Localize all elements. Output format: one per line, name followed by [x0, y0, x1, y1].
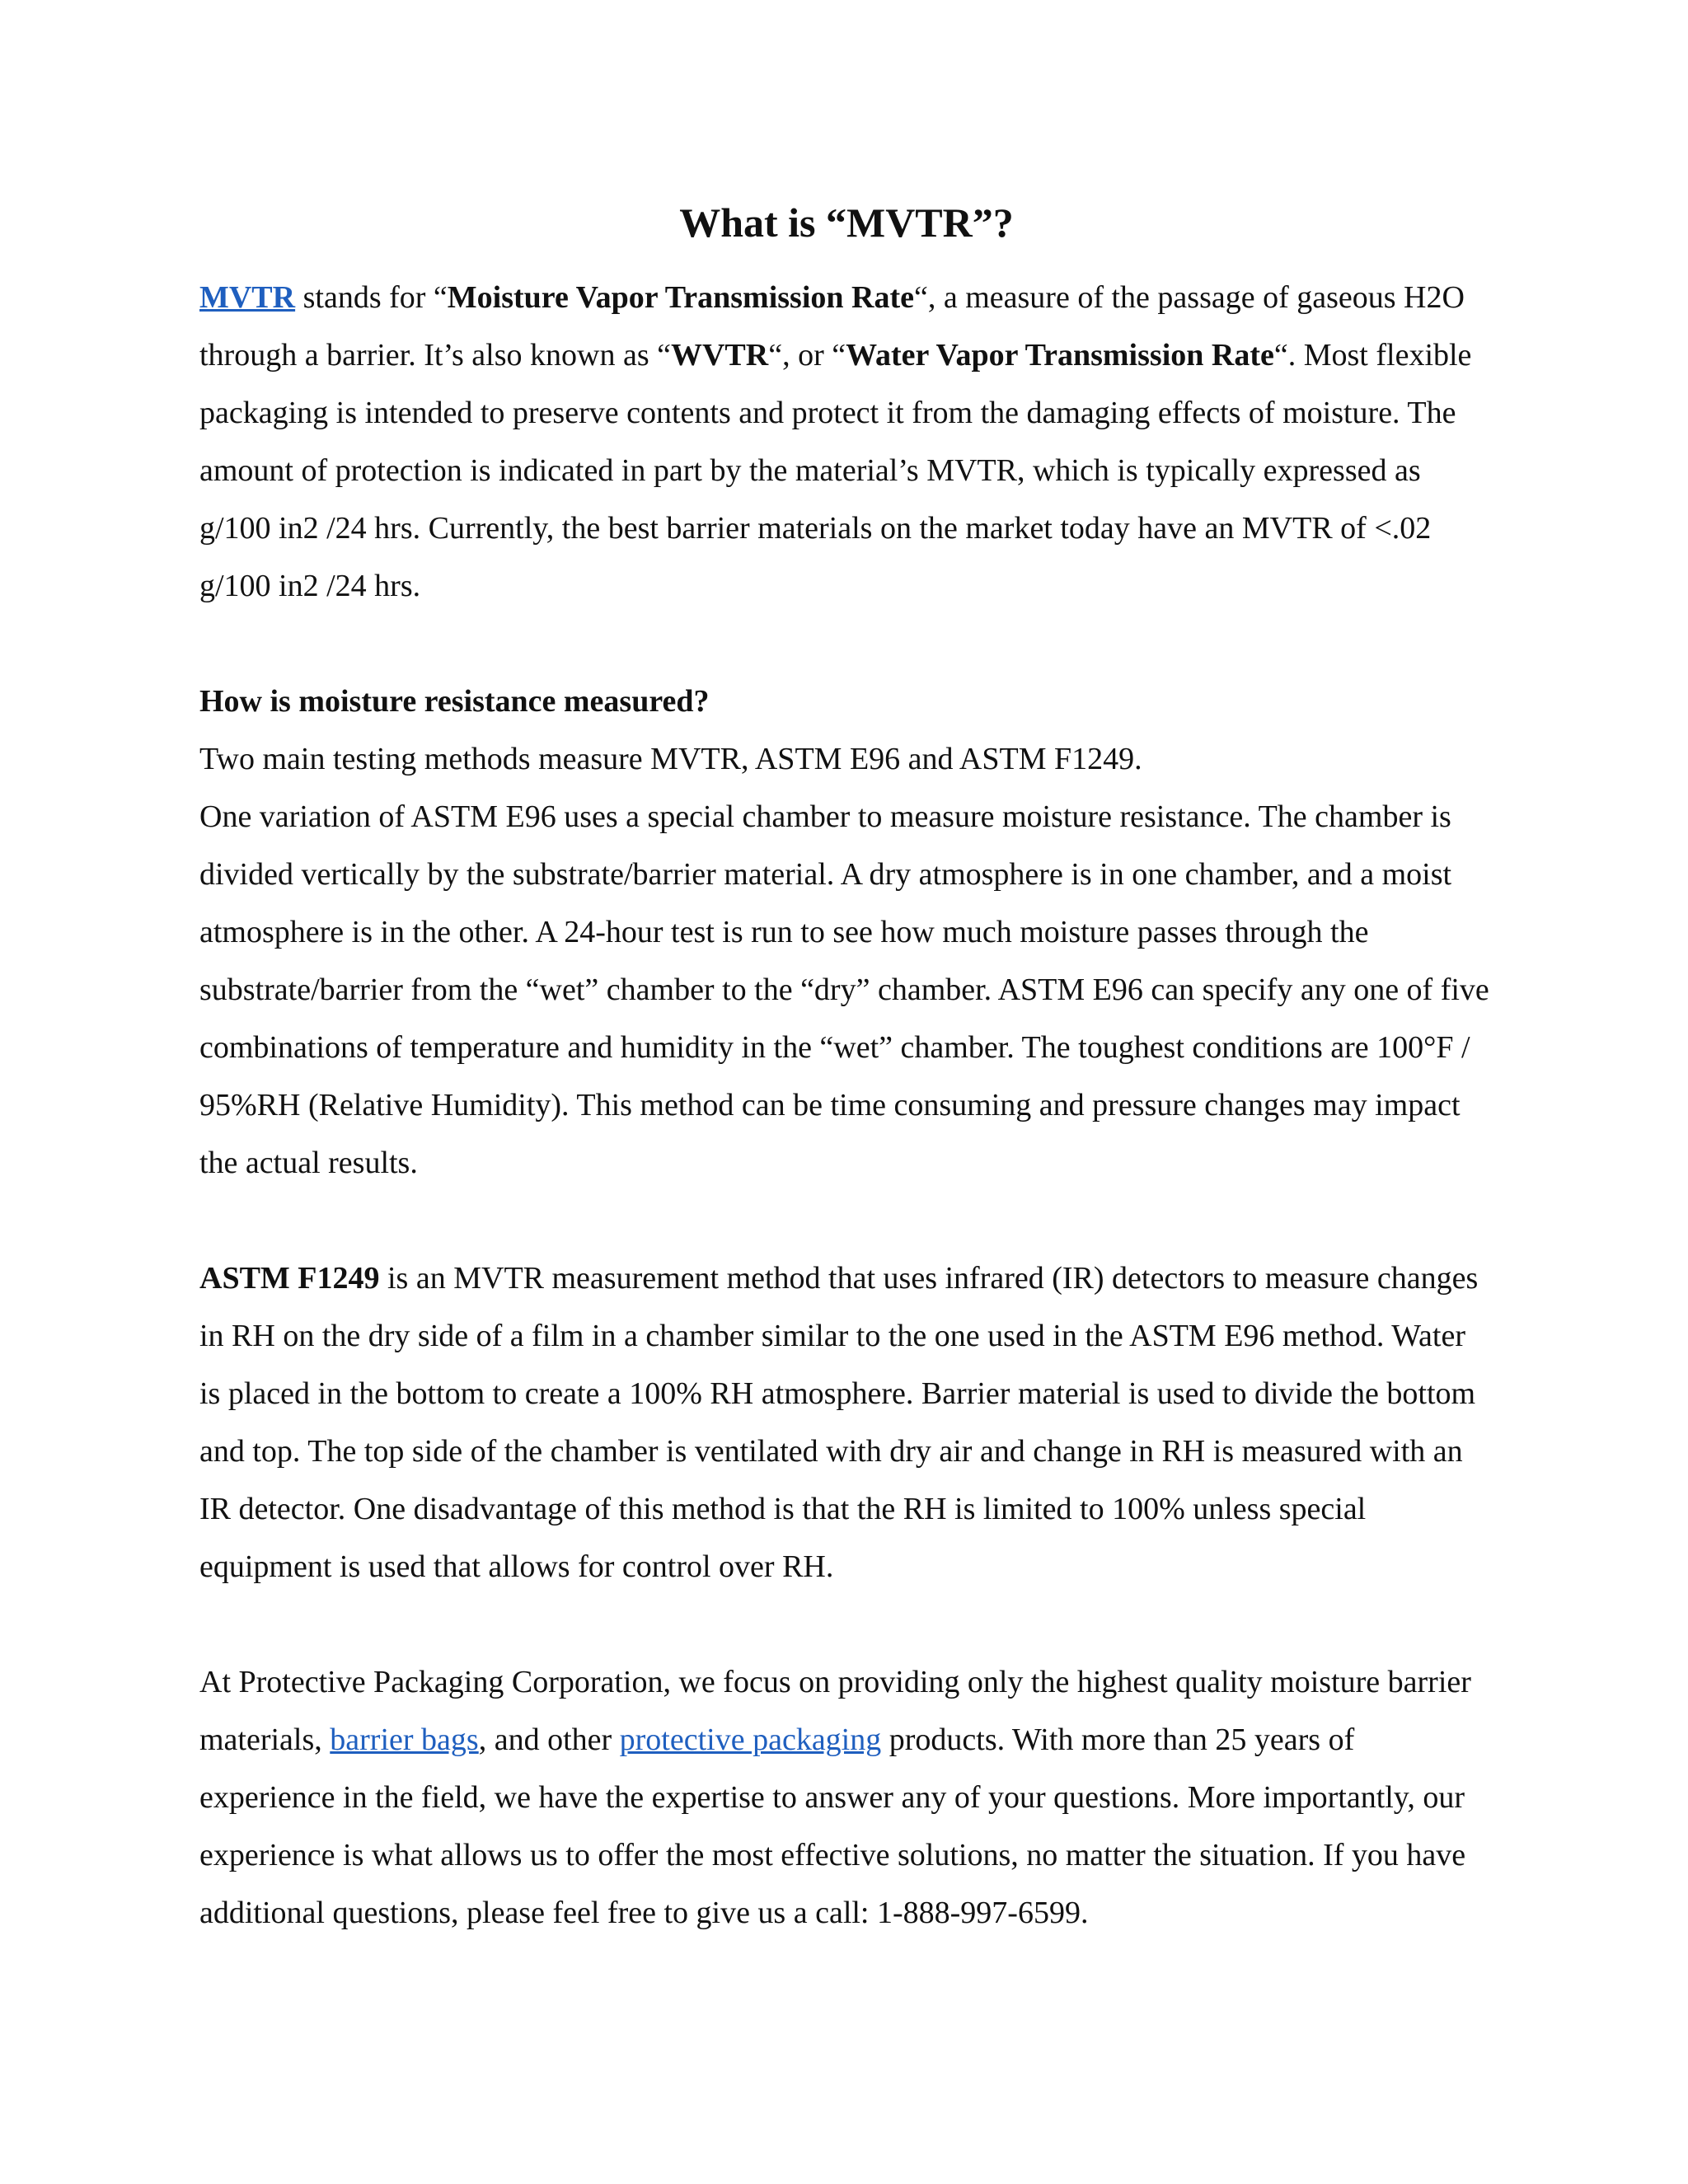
closing-text-1: At Protective Packaging Corporation, we focus on providing only the highest quality moisture barrier materials, — [199, 1665, 1471, 1757]
astm-e96-paragraph: One variation of ASTM E96 uses a special chamber to measure moisture resistance. The chamber is divided vertically by the substrate/barrier material. A dry atmosphere is in one chamber, and a moist atmosphere is in the other. A 24-hour test is run to see how much moisture passes through the substrate/barrier from the “wet” chamber to the “dry” chamber. ASTM E96 can specify any one of five combinations of temperature and humidity in the “wet” chamber. The toughest conditions are 100°F / 95%RH (Relative Humidity). This method can be time consuming and pressure changes may impact the actual results. — [199, 799, 1489, 1180]
closing-text-2: , and other — [478, 1722, 620, 1757]
intro-text-4: “. Most flexible packaging is intended to preserve contents and protect it from the damaging effects of moisture. The amount of protection is indicated in part by the material’s MVTR, which is typically expressed as g/100 in2 /24 hrs. Currently, the best barrier materials on the market today have an MVTR of <.02 g/100 in2 /24 hrs. — [199, 338, 1472, 603]
astm-f1249-paragraph — [199, 1249, 1493, 1596]
barrier-bags-link[interactable]: barrier bags — [330, 1722, 479, 1757]
astm-f1249-bold: ASTM F1249 — [199, 1261, 380, 1296]
intro-text-3: “, or “ — [768, 338, 846, 373]
spacer — [199, 1596, 1493, 1653]
methods-line: Two main testing methods measure MVTR, ASTM E96 and ASTM F1249. — [199, 742, 1142, 776]
section-heading: How is moisture resistance measured? — [199, 684, 710, 719]
spacer — [199, 1192, 1493, 1249]
intro-text-1: stands for “ — [295, 280, 448, 315]
document-page — [199, 190, 1493, 1942]
astm-f1249-text: is an MVTR measurement method that uses infrared (IR) detectors to measure changes in RH on the dry side of a film in a chamber similar to the one used in the ASTM E96 method. Water is placed in the bottom to create a 100% RH atmosphere. Barrier material is used to divide the bottom and top. The top side of the chamber is ventilated with dry air and change in RH is measured with an IR detector. One disadvantage of this method is that the RH is limited to 100% unless special equipment is used that allows for control over RH. — [199, 1261, 1479, 1584]
intro-paragraph — [199, 269, 1493, 615]
closing-text-3: products. With more than 25 years of experience in the field, we have the expertise to answer any of your questions. More importantly, our experience is what allows us to offer the most effective solutions, no matter the situation. If you have additional questions, please feel free to give us a call: 1-888-997-6599. — [199, 1722, 1466, 1930]
spacer — [199, 615, 1493, 673]
intro-bold-wvtr-term: Water Vapor Transmission Rate — [846, 338, 1274, 373]
intro-bold-mvtr-term: Moisture Vapor Transmission Rate — [447, 280, 914, 315]
page-title: What is “MVTR”? — [679, 199, 1014, 246]
protective-packaging-link[interactable]: protective packaging — [619, 1722, 882, 1757]
intro-text-2: “, a measure of the passage of gaseous H2O through a barrier. It’s also known as “ — [199, 280, 1465, 373]
closing-paragraph — [199, 1653, 1493, 1942]
mvtr-link[interactable]: MVTR — [199, 280, 296, 315]
intro-bold-wvtr: WVTR — [670, 338, 769, 373]
